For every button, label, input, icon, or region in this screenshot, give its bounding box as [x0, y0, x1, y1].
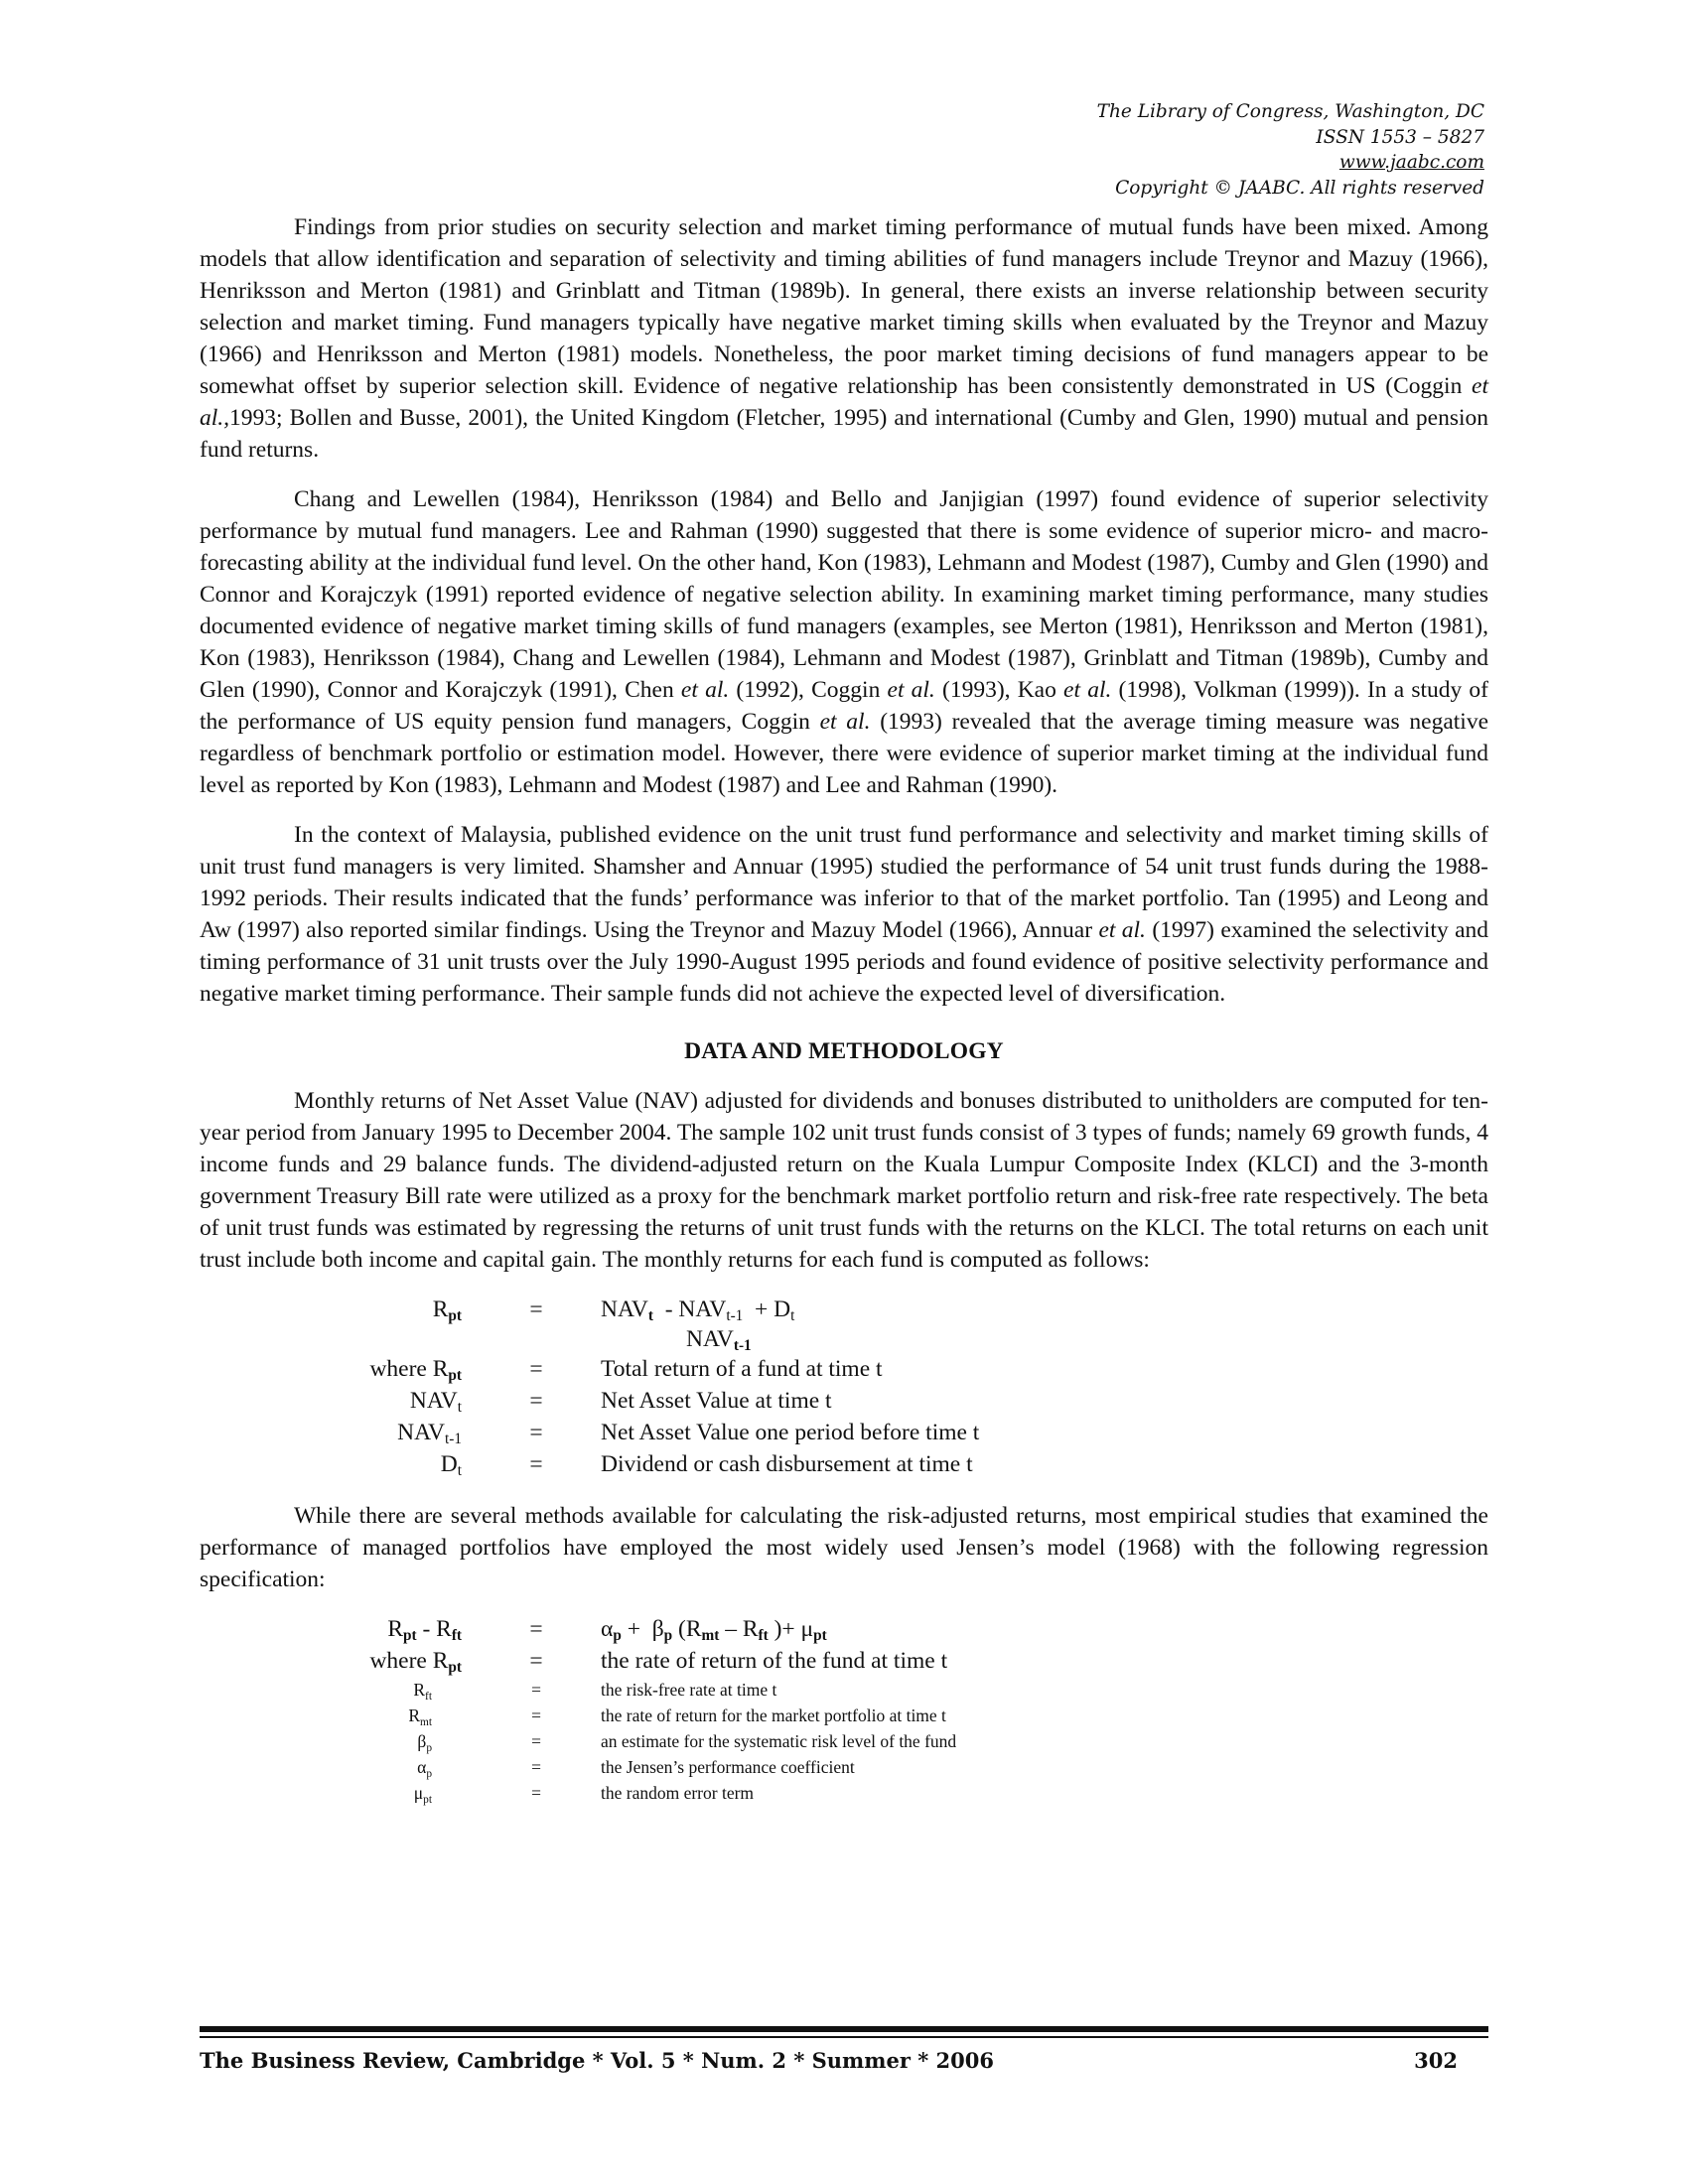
definition-symbol: $D_t$	[440, 1451, 462, 1479]
definition-text: Total return of a fund at time t	[601, 1356, 883, 1382]
paragraph-malaysia-context: In the context of Malaysia, published evidence on the unit trust fund performance and selectivity and market timing skills of unit trust fund managers is very limited. Shamsher and Annuar (1995) studied the performance of 54 unit trust funds during the 1988-1992 periods. Their results indicated that the funds’ performance was inferior to that of the market portfolio. Tan (1995) and Leong and Aw (1997) also reported similar findings. Using the Treynor and Mazuy Model (1966), Annuar et al. (1997) examined the selectivity and timing performance of 31 unit trusts over the July 1990-August 1995 periods and found evidence of positive selectivity performance and negative market timing performance. Their sample funds did not achieve the expected level of diversification.	[200, 822, 1489, 1007]
definition-text: Dividend or cash disbursement at time t	[601, 1451, 973, 1477]
definition-text: an estimate for the systematic risk level of the fund	[601, 1731, 957, 1751]
definition-symbol: $\beta_p$	[417, 1731, 432, 1754]
paragraph-data-description: Monthly returns of Net Asset Value (NAV) adjusted for dividends and bonuses distributed to unitholders are computed for ten-year period from January 1995 to December 2004. The sample 102 unit trust funds consist of 3 types of funds; namely 69 growth funds, 4 income funds and 29 balance funds. The dividend-adjusted return on the Kuala Lumpur Composite Index (KLCI) and the 3-month government Treasury Bill rate were utilized as a proxy for the benchmark market portfolio return and risk-free rate respectively. The beta of unit trust funds was estimated by regressing the returns of unit trust funds with the returns on the KLCI. The total returns on each unit trust include both income and capital gain. The monthly returns for each fund is computed as follows:	[200, 1088, 1488, 1273]
definition-text: the risk-free rate at time t	[601, 1680, 777, 1700]
header-copyright: Copyright © JAABC. All rights reserved	[1115, 177, 1484, 199]
journal-header	[1097, 99, 1484, 201]
definition-text: the random error term	[601, 1783, 755, 1803]
return-equation: $R_{pt}$ = $NAV_t - NAV_{t-1} + D_t$ $NAV_{t-1}$ where $R_{pt}$ = Total return of a fund at time t $NAV_t$ = Net Asset Value at time t $NAV_{t-1}$ = Net Asset Value one period before time t $D_t$ = Dividend or cash disbursement at time t	[200, 1294, 979, 1480]
definition-symbol: $\mu_{pt}$	[413, 1783, 432, 1806]
definition-symbol: $\alpha_p$	[417, 1757, 432, 1780]
definition-text: the rate of return of the fund at time t	[601, 1648, 948, 1674]
definition-text: the Jensen’s performance coefficient	[601, 1757, 855, 1777]
paragraph-selectivity-evidence: Chang and Lewellen (1984), Henriksson (1984) and Bello and Janjigian (1997) found evidence of superior selectivity performance by mutual fund managers. Lee and Rahman (1990) suggested that there is some evidence of superior micro- and macro-forecasting ability at the individual fund level. On the other hand, Kon (1983), Lehmann and Modest (1987), Cumby and Glen (1990) and Connor and Korajczyk (1991) reported evidence of negative selection ability. In examining market timing performance, many studies documented evidence of negative market timing skills of fund managers (examples, see Merton (1981), Henriksson and Merton (1981), Kon (1983), Henriksson (1984), Chang and Lewellen (1984), Lehmann and Modest (1987), Grinblatt and Titman (1989b), Cumby and Glen (1990), Connor and Korajczyk (1991), Chen et al. (1992), Coggin et al. (1993), Kao et al. (1998), Volkman (1999)). In a study of the performance of US equity pension fund managers, Coggin et al. (1993) revealed that the average timing measure was negative regardless of benchmark portfolio or estimation model. However, there were evidence of superior market timing at the individual fund level as reported by Kon (1983), Lehmann and Modest (1987) and Lee and Rahman (1990).	[200, 486, 1489, 798]
definition-symbol: where $R_{pt}$	[369, 1648, 462, 1676]
header-website-link[interactable]: www.jaabc.com	[1338, 152, 1484, 173]
page-number: 302	[1414, 2048, 1458, 2073]
definition-symbol: $R_{ft}$	[413, 1680, 432, 1703]
jensen-equation: $R_{pt} - R_{ft}$ = $\alpha_p + \beta_p$ ($R_{mt} - R_{ft}$ )+ $\mu_{pt}$ where $R_{pt}$ = the rate of return of the fund at time t $R_{ft}$ = the risk-free rate at time t $R_{mt}$ = the rate of return for the market portfolio at time t $\beta_p$ = an estimate for the systematic risk level of the fund $\alpha_p$ = the Jensen’s performance coefficient $\mu_{pt}$ = the random error term	[200, 1613, 956, 1806]
equation-rhs: $\alpha_p + \beta_p$ ($R_{mt} - R_{ft}$ )+ $\mu_{pt}$	[601, 1616, 827, 1644]
definition-text: Net Asset Value at time t	[601, 1388, 832, 1414]
definition-symbol: $R_{mt}$	[408, 1706, 432, 1728]
footer-divider	[200, 2036, 1488, 2038]
definition-text: Net Asset Value one period before time t	[601, 1420, 980, 1445]
definition-text: the rate of return for the market portfolio at time t	[601, 1706, 946, 1725]
equation-lhs: $R_{pt} - R_{ft}$	[387, 1616, 462, 1644]
equation-denominator: $NAV_{t-1}$	[686, 1326, 752, 1354]
definition-symbol: where $R_{pt}$	[369, 1356, 462, 1384]
equation-lhs: $R_{pt}$	[432, 1297, 462, 1324]
footer-divider	[200, 2026, 1488, 2032]
header-issn: ISSN 1553 – 5827	[1316, 126, 1484, 148]
definition-symbol: $NAV_{t-1}$	[397, 1420, 462, 1447]
equation-numerator: $NAV_t - NAV_{t-1} + D_t$	[601, 1297, 795, 1324]
paragraph-prior-studies: Findings from prior studies on security selection and market timing performance of mutual funds have been mixed. Among models that allow identification and separation of selectivity and timing abilities of fund managers include Treynor and Mazuy (1966), Henriksson and Merton (1981) and Grinblatt and Titman (1989b). In general, there exists an inverse relationship between security selection and market timing. Fund managers typically have negative market timing skills when evaluated by the Treynor and Mazuy (1966) and Henriksson and Merton (1981) models. Nonetheless, the poor market timing decisions of fund managers appear to be somewhat offset by superior selection skill. Evidence of negative relationship has been consistently demonstrated in US (Coggin et al.,1993; Bollen and Busse, 2001), the United Kingdom (Fletcher, 1995) and international (Cumby and Glen, 1990) mutual and pension fund returns.	[200, 214, 1488, 463]
section-heading: DATA AND METHODOLOGY	[684, 1038, 1004, 1064]
definition-symbol: $NAV_t$	[409, 1388, 462, 1416]
paragraph-jensen-model: While there are several methods available for calculating the risk-adjusted returns, most empirical studies that examined the performance of managed portfolios have employed the most widely used Jensen’s model (1968) with the following regression specification:	[200, 1503, 1488, 1592]
article-body	[200, 211, 1488, 1826]
footer-journal-citation: The Business Review, Cambridge * Vol. 5 * Num. 2 * Summer * 2006	[200, 2048, 994, 2073]
header-library: The Library of Congress, Washington, DC	[1096, 101, 1484, 122]
equals-sign: =	[529, 1297, 543, 1322]
